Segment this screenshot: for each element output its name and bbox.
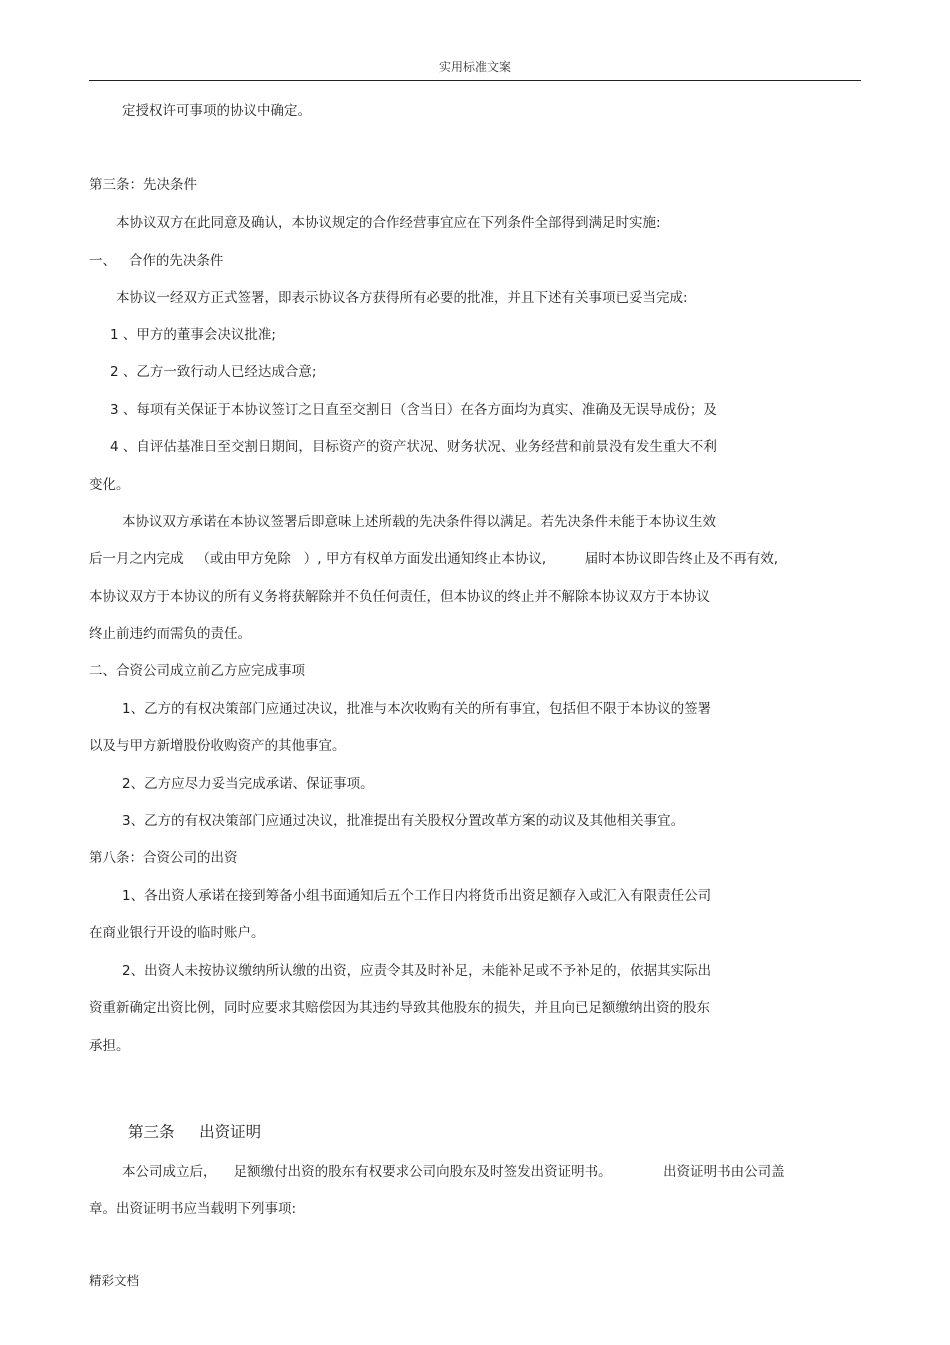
subsection-heading: 二、合资公司成立前乙方应完成事项 bbox=[89, 663, 305, 679]
subsection-heading: 一、 合作的先决条件 bbox=[89, 253, 224, 269]
list-item: 2、出资人未按协议缴纳所认缴的出资，应责令其及时补足，未能补足或不予补足的，依据其实际出 bbox=[122, 963, 712, 979]
list-item: 3 、每项有关保证于本协议签订之日直至交割日（含当日）在各方面均为真实、准确及无误导成份；及 bbox=[110, 402, 717, 418]
list-item: 1、各出资人承诺在接到筹备小组书面通知后五个工作日内将货币出资足额存入或汇入有限责任公司 bbox=[122, 888, 712, 904]
paragraph-line: 本公司成立后， 足额缴付出资的股东有权要求公司向股东及时签发出资证明书。 出资证明书由公司盖 bbox=[122, 1164, 785, 1180]
paragraph-line: 后一月之内完成 （或由甲方免除 ）, 甲方有权单方面发出通知终止本协议, 届时本协议即告终止及不再有效, bbox=[89, 551, 779, 567]
paragraph-line: 章。出资证明书应当载明下列事项: bbox=[89, 1201, 297, 1217]
list-item: 3、乙方的有权决策部门应通过决议，批准提出有关股权分置改革方案的动议及其他相关事宜。 bbox=[122, 813, 685, 829]
section-heading: 第三条：先决条件 bbox=[89, 177, 197, 193]
paragraph-line: 本协议双方承诺在本协议签署后即意味上述所载的先决条件得以满足。若先决条件未能于本协议生效 bbox=[122, 514, 716, 530]
page-header-title: 实用标准文案 bbox=[438, 60, 511, 74]
paragraph-line: 变化。 bbox=[89, 477, 130, 493]
paragraph-line: 本协议一经双方正式签署，即表示协议各方获得所有必要的批准，并且下述有关事项已妥当完成: bbox=[116, 290, 688, 306]
paragraph-line: 本协议双方在此同意及确认，本协议规定的合作经营事宜应在下列条件全部得到满足时实施: bbox=[116, 215, 661, 231]
list-item: 1、乙方的有权决策部门应通过决议，批准与本次收购有关的所有事宜，包括但不限于本协议的签署 bbox=[122, 701, 712, 717]
list-item: 2 、乙方一致行动人已经达成合意; bbox=[110, 364, 317, 380]
paragraph-line: 以及与甲方新增股份收购资产的其他事宜。 bbox=[89, 738, 346, 754]
paragraph-line: 承担。 bbox=[89, 1038, 130, 1054]
paragraph-line: 在商业银行开设的临时账户。 bbox=[89, 925, 265, 941]
paragraph-line: 定授权许可事项的协议中确定。 bbox=[122, 103, 311, 119]
section-heading: 第三条 出资证明 bbox=[128, 1123, 262, 1141]
list-item: 4 、自评估基准日至交割日期间，目标资产的资产状况、财务状况、业务经营和前景没有发生重大不利 bbox=[110, 439, 717, 455]
list-item: 1 、甲方的董事会决议批准; bbox=[110, 327, 276, 343]
page-footer-text: 精彩文档 bbox=[89, 1273, 140, 1288]
paragraph-line: 资重新确定出资比例，同时应要求其赔偿因为其违约导致其他股东的损失，并且向已足额缴纳出资的股东 bbox=[89, 1000, 710, 1016]
paragraph-line: 本协议双方于本协议的所有义务将获解除并不负任何责任，但本协议的终止并不解除本协议双方于本协议 bbox=[89, 589, 710, 605]
list-item: 2、乙方应尽力妥当完成承诺、保证事项。 bbox=[122, 776, 374, 792]
header-divider bbox=[89, 80, 861, 81]
section-heading: 第八条：合资公司的出资 bbox=[89, 850, 238, 866]
paragraph-line: 终止前违约而需负的责任。 bbox=[89, 626, 251, 642]
